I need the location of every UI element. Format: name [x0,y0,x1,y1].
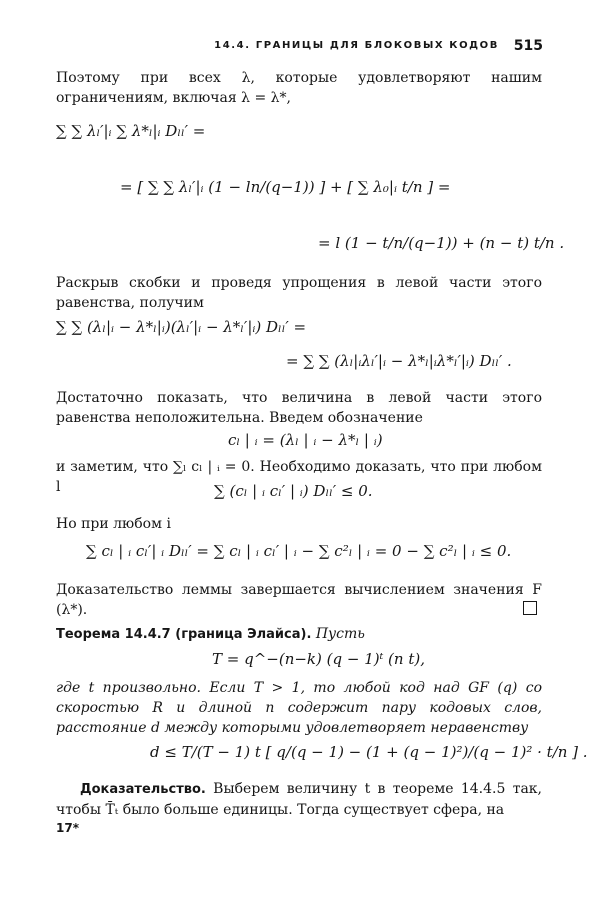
page-number: 515 [513,38,543,54]
theorem-label: Теорема 14.4.7 (граница Элайса). [56,627,312,642]
equation-1-line-3: = l (1 − t/n/(q−1)) + (n − t) t/n . [318,234,565,252]
running-header [56,38,543,58]
theorem-lead: Пусть [315,626,365,642]
signature-mark: 17* [56,821,79,835]
header-title: 14.4. ГРАНИЦЫ ДЛЯ БЛОКОВЫХ КОДОВ [214,40,499,51]
proof-paragraph [56,779,542,820]
paragraph-4: и заметим, что ∑ₗ cₗ | ᵢ = 0. Необходимо доказать, что при любом l [56,459,542,495]
proof-label: Доказательство. [80,782,206,797]
equation-2-line-2: = ∑ ∑ (λₗ|ᵢλₗ′|ᵢ − λ*ₗ|ᵢλ*ₗ′|ᵢ) Dₗₗ′ . [286,352,512,370]
equation-1-line-1: ∑ ∑ λₗ′|ᵢ ∑ λ*ₗ|ᵢ Dₗₗ′ = [56,122,206,140]
proof-text: Выберем величину t в теореме 14.4.5 так, чтобы T̄ₜ было больше единицы. Тогда существует сфера, на [56,781,542,818]
equation-3: cₗ | ᵢ = (λₗ | ᵢ − λ*ₗ | ᵢ) [228,431,383,449]
equation-7: d ≤ T/(T − 1) t [ q/(q − 1) − (1 + (q − 1)²)/(q − 1)² · t/n ] . [150,743,588,761]
qed-square-icon [523,601,537,615]
equation-2-line-1: ∑ ∑ (λₗ|ᵢ − λ*ₗ|ᵢ)(λₗ′|ᵢ − λ*ₗ′|ᵢ) Dₗₗ′ = [56,318,307,336]
equation-5: ∑ cₗ | ᵢ cₗ′| ᵢ Dₗₗ′ = ∑ cₗ | ᵢ cₗ′ | ᵢ − ∑ c²ₗ | ᵢ = 0 − ∑ c²ₗ | ᵢ ≤ 0. [86,542,512,560]
paragraph-1: Поэтому при всех λ, которые удовлетворяют нашим ограничениям, включая λ = λ*, [56,70,542,106]
theorem-heading [56,624,542,645]
paragraph-6: Доказательство леммы завершается вычислением значения F (λ*). [56,582,542,618]
theorem-text: где t произвольно. Если T > 1, то любой код над GF (q) со скоростью R и длиной n содержит пару кодовых слов, расстояние d между которыми удовлетворяет неравенству [56,680,542,736]
equation-1-line-2: = [ ∑ ∑ λₗ′|ᵢ (1 − ln/(q−1)) ] + [ ∑ λ₀|ᵢ t/n ] = [120,178,451,196]
equation-4: ∑ (cₗ | ᵢ cₗ′ | ᵢ) Dₗₗ′ ≤ 0. [214,482,373,500]
paragraph-3: Достаточно показать, что величина в левой части этого равенства неположительна. Введем обозначение [56,390,542,426]
equation-6: T = q^−(n−k) (q − 1)ᵗ (n t), [212,650,425,668]
paragraph-5: Но при любом i [56,516,171,532]
paragraph-2: Раскрыв скобки и проведя упрощения в левой части этого равенства, получим [56,275,542,311]
